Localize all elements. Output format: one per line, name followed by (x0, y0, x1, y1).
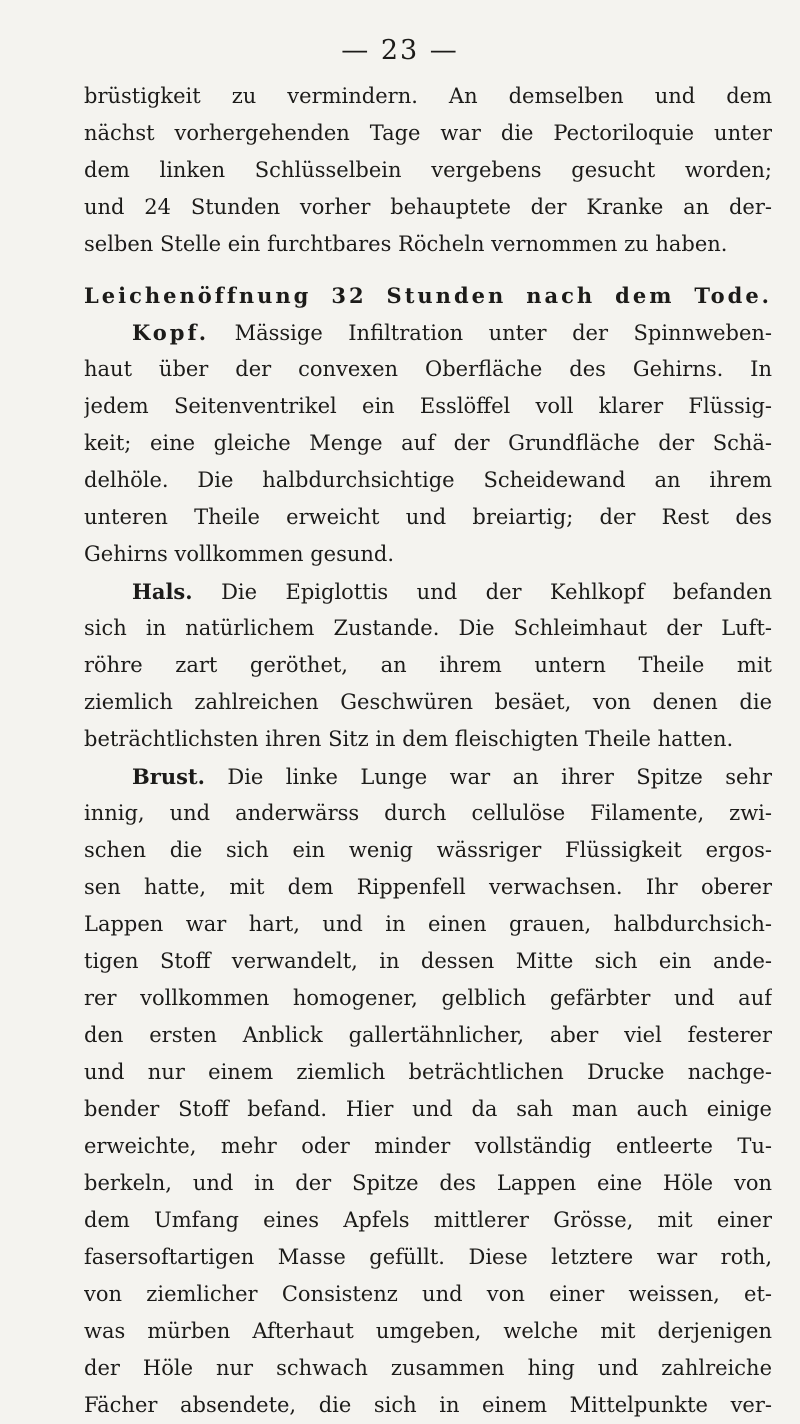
text-line: tigen Stoff verwandelt, in dessen Mitte sich ein ande- (84, 949, 772, 973)
paragraph-brust (84, 758, 772, 1424)
text-line: röhre zart geröthet, an ihrem untern Theile mit (84, 653, 772, 677)
text-line: den ersten Anblick gallertähnlicher, aber viel festerer (84, 1023, 772, 1047)
text-line (84, 573, 772, 610)
text-line: brüstigkeit zu vermindern. An demselben und dem (84, 84, 772, 108)
text-line: der Höle nur schwach zusammen hing und zahlreiche (84, 1356, 772, 1380)
kopf-label: Kopf. (132, 320, 210, 345)
text-line: bender Stoff befand. Hier und da sah man auch einige (84, 1097, 772, 1121)
text-line: haut über der convexen Oberfläche des Gehirns. In (84, 357, 772, 381)
text-line: jedem Seitenventrikel ein Esslöffel voll klarer Flüssig- (84, 394, 772, 418)
paragraph-kopf (84, 314, 772, 573)
text-line (84, 314, 772, 351)
page-number: — 23 — (341, 35, 459, 66)
text-line (84, 758, 772, 795)
hals-label: Hals. (132, 579, 193, 604)
hals-first-line: Die Epiglottis und der Kehlkopf befanden (221, 580, 772, 604)
text-line: rer vollkommen homogener, gelblich gefärbter und auf (84, 986, 772, 1010)
kopf-first-line: Mässige Infiltration unter der Spinnweben- (234, 321, 772, 345)
text-line: schen die sich ein wenig wässriger Flüssigkeit ergos- (84, 838, 772, 862)
text-line: keit; eine gleiche Menge auf der Grundfläche der Schä- (84, 431, 772, 455)
brust-label: Brust. (132, 764, 205, 789)
text-line: dem linken Schlüsselbein vergebens gesucht worden; (84, 158, 772, 182)
paragraph-intro (84, 78, 772, 263)
text-line: Fächer absendete, die sich in einem Mittelpunkte ver- (84, 1393, 772, 1417)
text-line: innig, und anderwärss durch cellulöse Filamente, zwi- (84, 801, 772, 825)
page-body (84, 78, 772, 1424)
section-heading: Leichenöffnung 32 Stunden nach dem Tode. (84, 283, 772, 308)
text-line: selben Stelle ein furchtbares Röcheln vernommen zu haben. (84, 232, 728, 256)
text-line: fasersoftartigen Masse gefüllt. Diese letztere war roth, (84, 1245, 772, 1269)
text-line: ziemlich zahlreichen Geschwüren besäet, von denen die (84, 690, 772, 714)
text-line: sen hatte, mit dem Rippenfell verwachsen. Ihr oberer (84, 875, 772, 899)
text-line: erweichte, mehr oder minder vollständig entleerte Tu- (84, 1134, 772, 1158)
brust-first-line: Die linke Lunge war an ihrer Spitze sehr (227, 765, 772, 789)
text-line: und nur einem ziemlich beträchtlichen Drucke nachge- (84, 1060, 772, 1084)
text-line: Gehirns vollkommen gesund. (84, 542, 395, 566)
text-line: beträchtlichsten ihren Sitz in dem fleischigten Theile hatten. (84, 727, 734, 751)
text-line: nächst vorhergehenden Tage war die Pectoriloquie unter (84, 121, 772, 145)
text-line: unteren Theile erweicht und breiartig; der Rest des (84, 505, 772, 529)
text-line: dem Umfang eines Apfels mittlerer Grösse, mit einer (84, 1208, 772, 1232)
text-line: sich in natürlichem Zustande. Die Schleimhaut der Luft- (84, 616, 772, 640)
text-line: berkeln, und in der Spitze des Lappen eine Höle von (84, 1171, 772, 1195)
text-line: von ziemlicher Consistenz und von einer weissen, et- (84, 1282, 772, 1306)
text-line: delhöle. Die halbdurchsichtige Scheidewand an ihrem (84, 468, 772, 492)
paragraph-hals (84, 573, 772, 758)
text-line: Lappen war hart, und in einen grauen, halbdurchsich- (84, 912, 772, 936)
text-line: und 24 Stunden vorher behauptete der Kranke an der- (84, 195, 772, 219)
text-line: was mürben Afterhaut umgeben, welche mit derjenigen (84, 1319, 772, 1343)
